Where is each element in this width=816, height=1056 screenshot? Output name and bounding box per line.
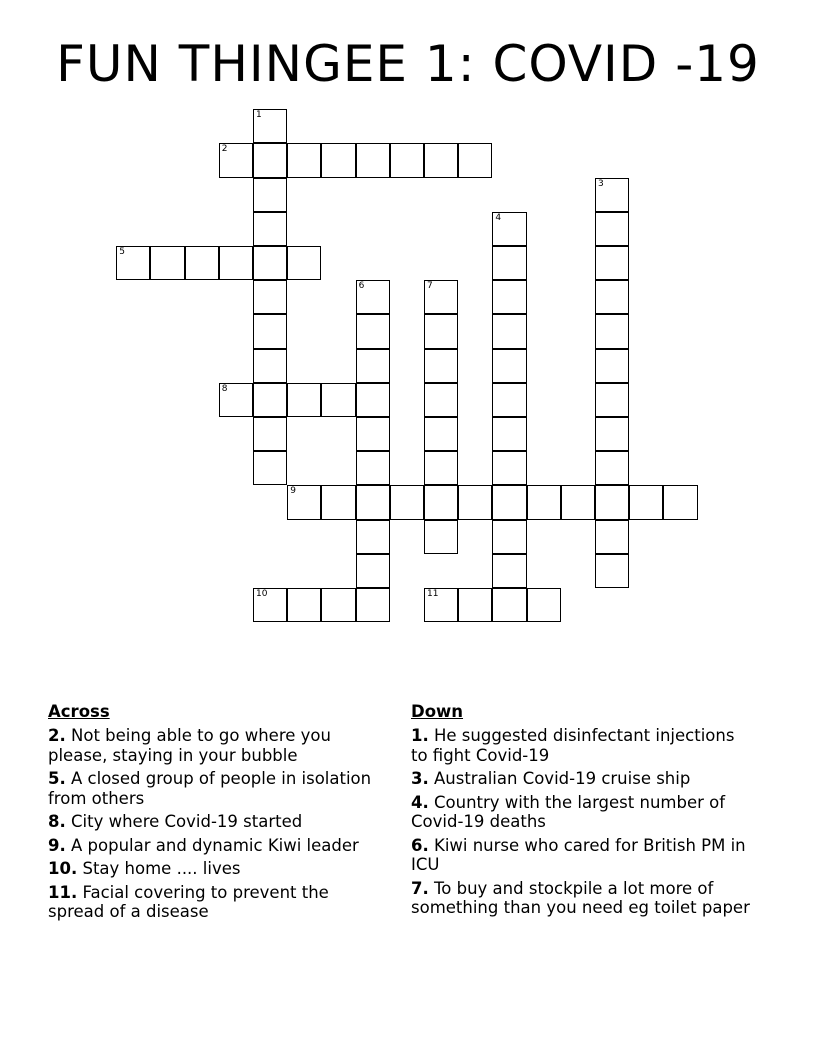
clue-number: 5. <box>48 769 66 788</box>
down-clues <box>411 702 751 922</box>
grid-cell[interactable] <box>253 349 287 383</box>
clue-text: Facial covering to prevent the spread of a disease <box>48 882 329 921</box>
grid-cell[interactable] <box>321 383 355 417</box>
clue-text: City where Covid-19 started <box>71 812 303 831</box>
grid-cell[interactable] <box>253 109 287 143</box>
cell-number: 11 <box>427 589 439 599</box>
grid-cell[interactable] <box>356 143 390 177</box>
down-heading: Down <box>411 702 464 721</box>
grid-cell[interactable] <box>492 280 526 314</box>
grid-cell[interactable] <box>321 485 355 519</box>
grid-cell[interactable] <box>356 383 390 417</box>
grid-cell[interactable] <box>492 451 526 485</box>
grid-cell[interactable] <box>492 485 526 519</box>
grid-cell[interactable] <box>595 212 629 246</box>
grid-cell[interactable] <box>253 417 287 451</box>
grid-cell[interactable] <box>356 349 390 383</box>
cell-number: 4 <box>495 212 502 223</box>
grid-cell[interactable] <box>595 485 629 519</box>
grid-cell[interactable] <box>595 383 629 417</box>
grid-cell[interactable] <box>356 314 390 348</box>
cell-number: 6 <box>358 281 365 292</box>
clue-across-8 <box>48 812 388 832</box>
grid-cell[interactable] <box>492 314 526 348</box>
grid-cell[interactable] <box>356 280 390 314</box>
grid-cell[interactable] <box>595 178 629 212</box>
grid-cell[interactable] <box>390 143 424 177</box>
cell-number: 3 <box>598 178 604 189</box>
clue-down-1 <box>411 726 751 765</box>
grid-cell[interactable] <box>492 212 526 246</box>
grid-cell[interactable] <box>253 588 287 622</box>
grid-cell[interactable] <box>321 143 355 177</box>
grid-cell[interactable] <box>287 485 321 519</box>
grid-cell[interactable] <box>356 417 390 451</box>
grid-cell[interactable] <box>287 383 321 417</box>
clue-text: He suggested disinfectant injections to fight Covid-19 <box>411 726 735 765</box>
grid-cell[interactable] <box>527 485 561 519</box>
cell-number: 8 <box>221 383 228 394</box>
across-heading: Across <box>48 702 110 721</box>
grid-cell[interactable] <box>219 246 253 280</box>
grid-cell[interactable] <box>424 349 458 383</box>
clue-text: Australian Covid-19 cruise ship <box>434 769 691 788</box>
grid-cell[interactable] <box>219 383 253 417</box>
grid-cell[interactable] <box>458 485 492 519</box>
grid-cell[interactable] <box>424 451 458 485</box>
clue-number: 2. <box>48 726 66 745</box>
clue-number: 3. <box>411 769 429 788</box>
grid-cell[interactable] <box>356 485 390 519</box>
clue-across-11 <box>48 883 388 922</box>
grid-cell[interactable] <box>424 143 458 177</box>
grid-cell[interactable] <box>595 314 629 348</box>
clue-number: 11. <box>48 882 78 902</box>
grid-cell[interactable] <box>356 520 390 554</box>
grid-cell[interactable] <box>629 485 663 519</box>
grid-cell[interactable] <box>595 417 629 451</box>
grid-cell[interactable] <box>458 143 492 177</box>
cell-number: 9 <box>290 486 296 497</box>
clue-across-2 <box>48 726 388 765</box>
grid-cell[interactable] <box>492 417 526 451</box>
cell-number: 10 <box>256 589 268 599</box>
clue-down-4 <box>411 793 751 832</box>
grid-cell[interactable] <box>424 520 458 554</box>
grid-cell[interactable] <box>595 520 629 554</box>
clue-number: 9. <box>48 835 66 855</box>
cell-number: 2 <box>221 144 228 155</box>
grid-cell[interactable] <box>492 349 526 383</box>
grid-cell[interactable] <box>595 451 629 485</box>
clue-number: 10. <box>48 859 78 878</box>
clue-down-6 <box>411 836 751 875</box>
grid-cell[interactable] <box>595 246 629 280</box>
clue-text: A closed group of people in isolation from others <box>48 769 372 808</box>
clue-text: Kiwi nurse who cared for British PM in ICU <box>411 835 746 874</box>
clue-down-3 <box>411 769 751 789</box>
clue-text: Not being able to go where you please, staying in your bubble <box>48 726 331 765</box>
grid-cell[interactable] <box>595 554 629 588</box>
grid-cell[interactable] <box>185 246 219 280</box>
grid-cell[interactable] <box>492 520 526 554</box>
grid-cell[interactable] <box>424 314 458 348</box>
grid-cell[interactable] <box>424 280 458 314</box>
grid-cell[interactable] <box>219 143 253 177</box>
grid-cell[interactable] <box>287 246 321 280</box>
clue-text: Stay home .... lives <box>82 859 241 878</box>
grid-cell[interactable] <box>424 417 458 451</box>
grid-cell[interactable] <box>424 485 458 519</box>
grid-cell[interactable] <box>287 143 321 177</box>
clue-across-9 <box>48 836 388 856</box>
clue-down-7 <box>411 879 751 918</box>
clue-number: 4. <box>411 792 429 812</box>
grid-cell[interactable] <box>116 246 150 280</box>
clue-text: To buy and stockpile a lot more of something than you need eg toilet paper <box>411 878 750 917</box>
grid-cell[interactable] <box>253 314 287 348</box>
page-title: FUN THINGEE 1: COVID -19 <box>56 35 760 93</box>
grid-cell[interactable] <box>527 588 561 622</box>
grid-cell[interactable] <box>321 588 355 622</box>
clue-across-5 <box>48 769 388 808</box>
grid-cell[interactable] <box>253 383 287 417</box>
grid-cell[interactable] <box>356 554 390 588</box>
across-clues <box>48 702 388 926</box>
grid-cell[interactable] <box>663 485 697 519</box>
grid-cell[interactable] <box>492 246 526 280</box>
grid-cell[interactable] <box>595 280 629 314</box>
grid-cell[interactable] <box>424 588 458 622</box>
grid-cell[interactable] <box>253 280 287 314</box>
cell-number: 7 <box>427 281 433 292</box>
clue-number: 1. <box>411 726 429 745</box>
grid-cell[interactable] <box>287 588 321 622</box>
clue-text: A popular and dynamic Kiwi leader <box>71 835 359 855</box>
grid-cell[interactable] <box>253 451 287 485</box>
grid-cell[interactable] <box>492 383 526 417</box>
grid-cell[interactable] <box>253 246 287 280</box>
grid-cell[interactable] <box>253 212 287 246</box>
grid-cell[interactable] <box>492 554 526 588</box>
grid-cell[interactable] <box>356 588 390 622</box>
grid-cell[interactable] <box>561 485 595 519</box>
grid-cell[interactable] <box>424 383 458 417</box>
grid-cell[interactable] <box>595 349 629 383</box>
clue-text: Country with the largest number of Covid-19 deaths <box>411 792 726 831</box>
grid-cell[interactable] <box>253 143 287 177</box>
grid-cell[interactable] <box>492 588 526 622</box>
cell-number: 5 <box>119 247 125 257</box>
cell-number: 1 <box>256 110 262 121</box>
clue-across-10 <box>48 859 388 879</box>
grid-cell[interactable] <box>253 178 287 212</box>
grid-cell[interactable] <box>390 485 424 519</box>
clue-number: 8. <box>48 812 66 831</box>
grid-cell[interactable] <box>356 451 390 485</box>
clue-number: 6. <box>411 835 429 855</box>
grid-cell[interactable] <box>150 246 184 280</box>
grid-cell[interactable] <box>458 588 492 622</box>
clue-number: 7. <box>411 878 429 898</box>
